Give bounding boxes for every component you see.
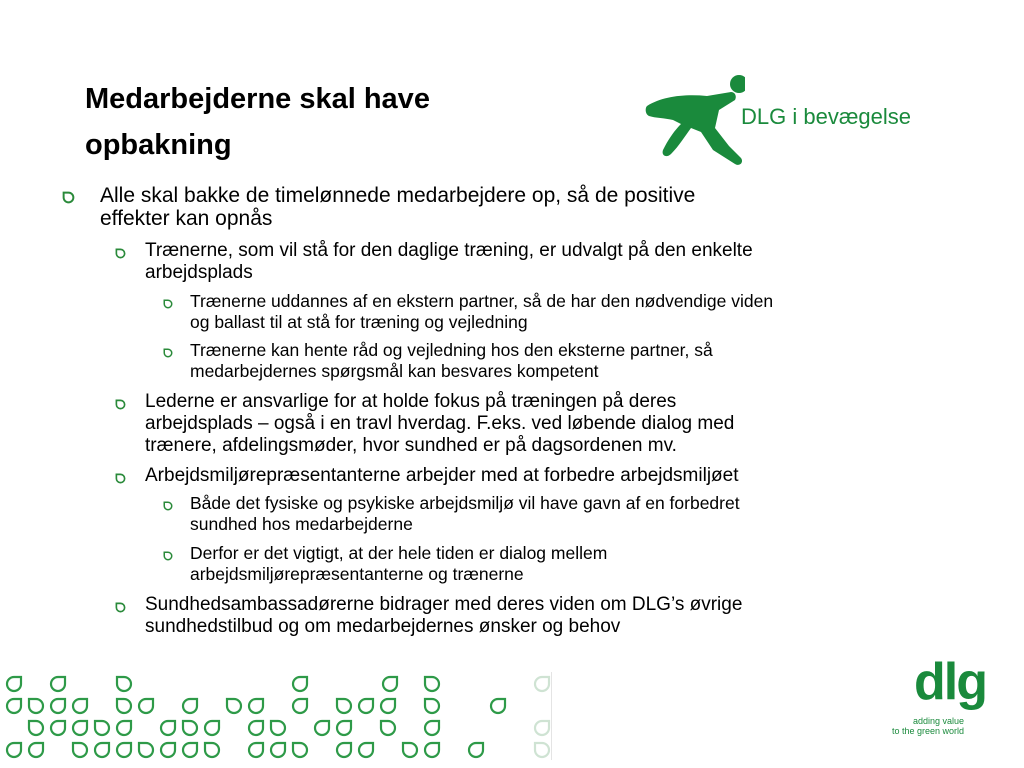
leaf-pattern-mark	[95, 721, 109, 735]
leaf-pattern-mark	[29, 699, 43, 713]
leaf-pattern-mark	[117, 721, 131, 735]
leaf-pattern-mark	[117, 743, 131, 757]
bullet-text-line: Trænerne kan hente råd og vejledning hos den eksterne partner, så	[190, 340, 713, 360]
bullet-text	[190, 493, 740, 535]
leaf-bullet-icon	[163, 551, 173, 561]
leaf-pattern-mark	[73, 721, 87, 735]
decorative-leaf-pattern	[0, 668, 560, 768]
leaf-pattern-mark	[73, 699, 87, 713]
leaf-pattern-mark	[7, 743, 21, 757]
leaf-pattern-mark	[425, 743, 439, 757]
dlg-logo-tagline	[876, 716, 964, 736]
bullet-text	[145, 594, 742, 638]
leaf-pattern-mark	[293, 677, 307, 691]
leaf-pattern-mark	[117, 699, 131, 713]
bullet-text	[190, 543, 607, 585]
divider	[551, 672, 552, 760]
running-figure-icon	[645, 70, 745, 170]
leaf-pattern-mark	[425, 699, 439, 713]
leaf-pattern-mark	[293, 743, 307, 757]
leaf-pattern-mark	[535, 721, 549, 735]
leaf-pattern-mark	[7, 677, 21, 691]
dlg-tagline-line-2: to the green world	[891, 726, 964, 736]
leaf-bullet-icon	[163, 501, 173, 511]
bullet-text-line: trænere, afdelingsmøder, hvor sundhed er på dagsordenen mv.	[145, 435, 677, 456]
leaf-bullet-icon	[115, 602, 126, 613]
bullet-text-line: arbejdsmiljørepræsentanterne og trænerne	[190, 564, 524, 584]
bullet-text-line: Lederne er ansvarlige for at holde fokus på træningen på deres	[145, 391, 677, 412]
bullet-text-line: medarbejdernes spørgsmål kan besvares kompetent	[190, 361, 599, 381]
leaf-pattern-mark	[29, 743, 43, 757]
leaf-pattern-mark	[425, 721, 439, 735]
leaf-pattern-mark	[249, 721, 263, 735]
leaf-pattern-mark	[51, 699, 65, 713]
leaf-pattern-mark	[51, 721, 65, 735]
leaf-pattern-mark	[73, 743, 87, 757]
leaf-pattern-mark	[337, 699, 351, 713]
leaf-pattern-mark	[425, 677, 439, 691]
leaf-pattern-mark	[383, 677, 397, 691]
leaf-pattern-mark	[205, 743, 219, 757]
leaf-pattern-mark	[183, 721, 197, 735]
leaf-pattern-mark	[337, 721, 351, 735]
leaf-pattern-mark	[315, 721, 329, 735]
leaf-pattern-mark	[381, 699, 395, 713]
leaf-bullet-icon	[115, 248, 126, 259]
bullet-text-line: arbejdsplads	[145, 262, 253, 283]
leaf-pattern-mark	[51, 677, 65, 691]
leaf-pattern-mark	[249, 699, 263, 713]
leaf-bullet-icon	[163, 299, 173, 309]
bullet-text-line: sundhed hos medarbejderne	[190, 514, 413, 534]
bullet-text	[145, 465, 739, 487]
leaf-pattern-mark	[381, 721, 395, 735]
leaf-pattern-mark	[271, 743, 285, 757]
dlg-logo-word: dlg	[914, 653, 986, 711]
leaf-pattern-mark	[403, 743, 417, 757]
leaf-pattern-mark	[535, 743, 549, 757]
leaf-pattern-mark	[7, 699, 21, 713]
leaf-pattern-mark	[491, 699, 505, 713]
title-line-1: Medarbejderne skal have	[85, 83, 430, 115]
leaf-bullet-icon	[163, 348, 173, 358]
leaf-pattern-mark	[469, 743, 483, 757]
leaf-pattern-mark	[293, 699, 307, 713]
leaf-pattern-mark	[227, 699, 241, 713]
leaf-pattern-mark	[139, 743, 153, 757]
bullet-text-line: Derfor er det vigtigt, at der hele tiden er dialog mellem	[190, 543, 608, 563]
bullet-text-line: arbejdsplads – også i en travl hverdag. F.eks. ved løbende dialog med	[145, 413, 735, 434]
leaf-pattern-mark	[205, 721, 219, 735]
dlg-i-bevaegelse-logo	[645, 70, 955, 170]
brand-text: DLG i bevægelse	[741, 104, 911, 129]
bullet-text-line: effekter kan opnås	[100, 207, 273, 230]
title-line-2: opbakning	[85, 129, 232, 161]
bullet-text-line: Alle skal bakke de timelønnede medarbejdere op, så de positive	[100, 184, 696, 207]
leaf-pattern-mark	[183, 743, 197, 757]
leaf-pattern-mark	[161, 721, 175, 735]
leaf-pattern-mark	[95, 743, 109, 757]
leaf-pattern-mark	[249, 743, 263, 757]
slide-title	[85, 76, 605, 168]
leaf-pattern-mark	[271, 721, 285, 735]
leaf-pattern-mark	[139, 699, 153, 713]
bullet-text-line: og ballast til at stå for træning og vejledning	[190, 312, 528, 332]
leaf-bullet-icon	[115, 473, 126, 484]
leaf-pattern-mark	[535, 677, 549, 691]
bullet-text-line: Trænerne, som vil stå for den daglige træning, er udvalgt på den enkelte	[145, 240, 753, 261]
dlg-logo	[868, 653, 998, 748]
bullet-text	[100, 184, 695, 230]
bullet-text-line: Sundhedsambassadørerne bidrager med deres viden om DLG’s øvrige	[145, 594, 743, 615]
bullet-text	[145, 391, 734, 457]
bullet-text-line: Trænerne uddannes af en ekstern partner, så de har den nødvendige viden	[190, 291, 774, 311]
leaf-pattern-mark	[337, 743, 351, 757]
leaf-bullet-icon	[115, 399, 126, 410]
bullet-text-line: Arbejdsmiljørepræsentanterne arbejder med at forbedre arbejdsmiljøet	[145, 465, 739, 486]
dlg-tagline-line-1: adding value	[912, 716, 964, 726]
bullet-text	[190, 340, 713, 382]
leaf-pattern-mark	[29, 721, 43, 735]
leaf-pattern-mark	[161, 743, 175, 757]
leaf-bullet-icon	[62, 191, 75, 204]
leaf-pattern-mark	[117, 677, 131, 691]
leaf-pattern-mark	[359, 743, 373, 757]
bullet-text-line: Både det fysiske og psykiske arbejdsmiljø vil have gavn af en forbedret	[190, 493, 740, 513]
leaf-pattern-mark	[359, 699, 373, 713]
bullet-text-line: sundhedstilbud og om medarbejdernes ønsker og behov	[145, 616, 621, 637]
bullet-text	[145, 240, 753, 284]
bullet-text	[190, 291, 773, 333]
leaf-pattern-mark	[183, 699, 197, 713]
